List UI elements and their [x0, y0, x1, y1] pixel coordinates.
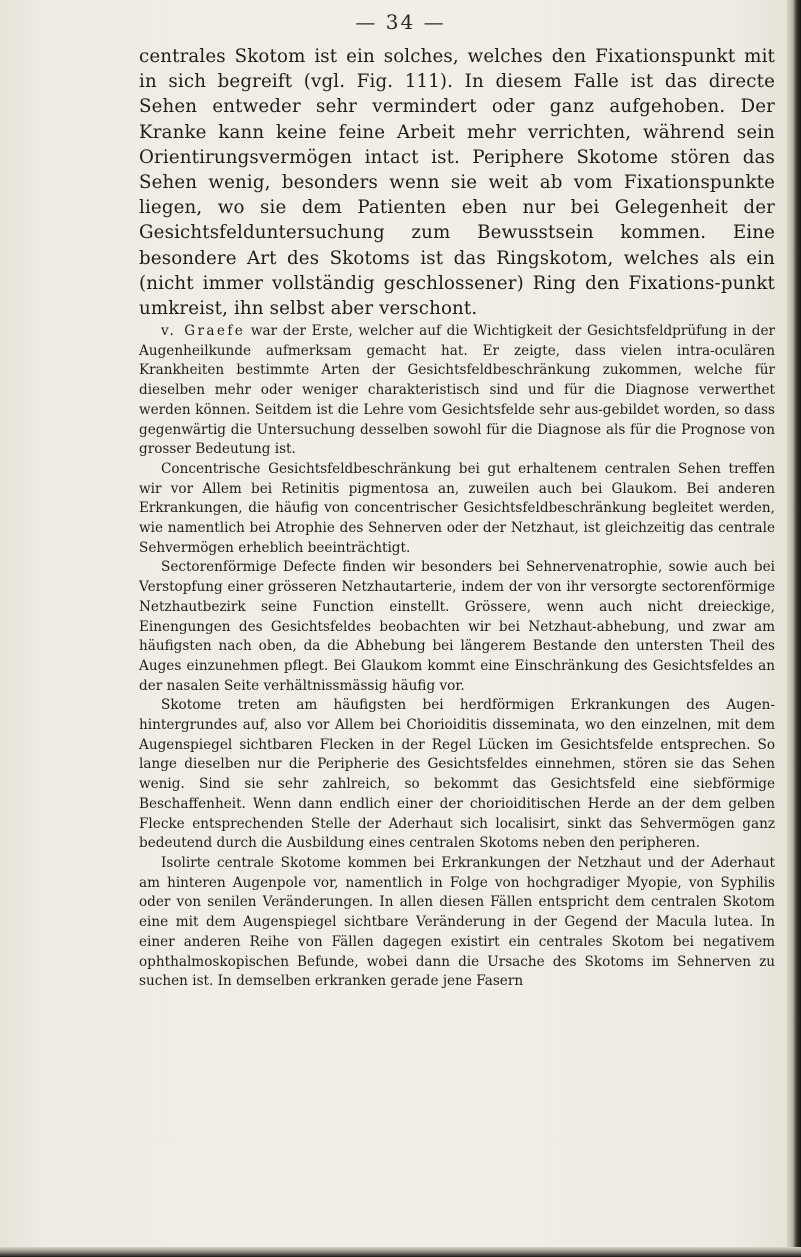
small-print-block — [139, 322, 775, 992]
main-paragraph: centrales Skotom ist ein solches, welches den Fixationspunkt mit in sich begreift (vgl. Fig. 111). In diesem Falle ist das directe Sehen entweder sehr vermindert oder ganz aufgehoben. Der Kranke kann keine feine Arbeit mehr verrichten, während sein Orientirungsvermögen intact ist. Periphere Skotome stören das Sehen wenig, besonders wenn sie weit ab vom Fixationspunkte liegen, wo sie dem Patienten eben nur bei Gelegenheit der Gesichtsfelduntersuchung zum Bewusstsein kommen. Eine besondere Art des Skotoms ist das Ringskotom, welches als ein (nicht immer vollständig geschlossener) Ring den Fixations-punkt umkreist, ihn selbst aber verschont. — [139, 46, 775, 320]
page-right-edge-shadow — [787, 0, 801, 1257]
page-bottom-edge-shadow — [0, 1247, 801, 1257]
paragraph-skotome: Skotome treten am häufigsten bei herdförmigen Erkrankungen des Augen-hintergrundes auf, also vor Allem bei Chorioiditis disseminata, wo den einzelnen, mit dem Augenspiegel sichtbaren Flecken in der Regel Lücken im Gesichtsfelde entsprechen. So lange dieselben nur die Peripherie des Gesichtsfeldes einnehmen, stören sie das Sehen wenig. Sind sie sehr zahlreich, so bekommt das Gesichtsfeld eine siebförmige Beschaffenheit. Wenn dann endlich einer der chorioiditischen Herde an der dem gelben Flecke entsprechenden Stelle der Aderhaut sich localisirt, sinkt das Sehvermögen ganz bedeutend durch die Ausbildung eines centralen Skotoms neben den peripheren. — [139, 697, 775, 852]
paragraph-central-skotome: Isolirte centrale Skotome kommen bei Erkrankungen der Netzhaut und der Aderhaut am hinteren Augenpole vor, namentlich in Folge von hochgradiger Myopie, von Syphilis oder von senilen Veränderungen. In allen diesen Fällen entspricht dem centralen Skotom eine mit dem Augenspiegel sichtbare Veränderung in der Gegend der Macula lutea. In einer anderen Reihe von Fällen dagegen existirt ein centrales Skotom bei negativem ophthalmoskopischen Befunde, wobei dann die Ursache des Skotoms im Sehnerven zu suchen ist. In demselben erkranken gerade jene Fasern — [139, 854, 775, 990]
main-text-block — [139, 44, 775, 321]
paragraph-sector-defects: Sectorenförmige Defecte finden wir besonders bei Sehnervenatrophie, sowie auch bei Verstopfung einer grösseren Netzhautarterie, indem der von ihr versorgte sectorenförmige Netzhautbezirk seine Function einstellt. Grössere, wenn auch nicht dreieckige, Einengungen des Gesichtsfeldes beobachten wir bei Netzhaut-abhebung, und zwar am häufigsten nach oben, da die Abhebung bei längerem Bestande den untersten Theil des Auges einzunehmen pflegt. Bei Glaukom kommt eine Einschränkung des Gesichtsfeldes an der nasalen Seite verhältnissmässig häufig vor. — [139, 559, 775, 694]
paragraph-graefe — [139, 322, 775, 460]
page-number: — 34 — — [355, 10, 446, 34]
paragraph-concentric: Concentrische Gesichtsfeldbeschränkung bei gut erhaltenem centralen Sehen treffen wir vor Allem bei Retinitis pigmentosa an, zuweilen auch bei Glaukom. Bei anderen Erkrankungen, die häufig von concentrischer Gesichtsfeldbeschränkung begleitet werden, wie namentlich bei Atrophie des Sehnerven oder der Netzhaut, ist gleichzeitig das centrale Sehvermögen erheblich beeinträchtigt. — [139, 460, 775, 556]
paragraph-graefe-text: war der Erste, welcher auf die Wichtigkeit der Gesichtsfeldprüfung in der Augenheilkunde aufmerksam gemacht hat. Er zeigte, dass vielen intra-oculären Krankheiten bestimmte Arten der Gesichtsfeldbeschränkung zukommen, welche für dieselben mehr oder weniger charakteristisch sind und für die Diagnose verwerthet werden können. Seitdem ist die Lehre vom Gesichtsfelde sehr aus-gebildet worden, so dass gegenwärtig die Untersuchung desselben sowohl für die Diagnose als für die Prognose von grosser Bedeutung ist. — [139, 323, 775, 458]
author-name-graefe: v. Graefe — [161, 323, 246, 339]
